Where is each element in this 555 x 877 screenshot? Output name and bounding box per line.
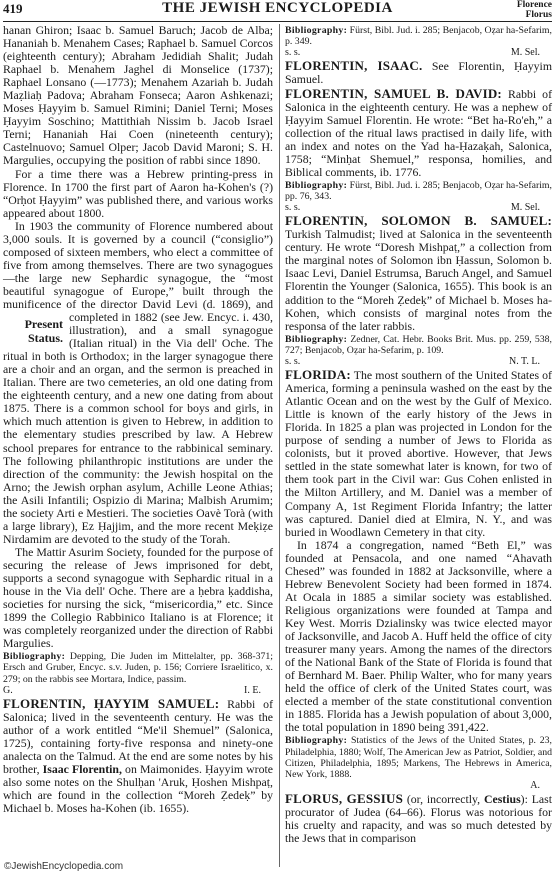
entry	[285, 214, 552, 332]
entry	[285, 792, 552, 845]
side-heading-line: Present	[24, 317, 63, 332]
author-initials: I. E.	[244, 684, 261, 696]
author-initials: A.	[530, 780, 540, 792]
bibliography-label: Bibliography:	[285, 179, 348, 191]
bibliography	[285, 180, 552, 202]
entry-range	[517, 0, 552, 20]
entry-text: Turkish Talmudist; lived at Salonica in the seventeenth century. He wrote “Doresh Mishpaṭ,” a collection from the marginal notes of Solomon ibn Ḥassun, Solomon b. Isaac Levi, Daniel Estrumsa, Baruch Angel, and Samuel Florentin the Younger (Salonica, 1655). This book is an addition to the “Moreh Ẓedeḳ” of Michael b. Moses ha-Kohen, which consists of marginal notes from the responsa of the later rabbis.	[285, 227, 552, 333]
headword: FLORENTIN, ISAAC.	[285, 58, 423, 74]
bibliography-text: Statistics of the Jews of the United States, p. 23, Philadelphia, 1880; Wolf, The American Jew as Patriot, Soldier, and Citizen, Philadelphia, 1895; Markens, The Hebrews in America, New York, 1888.	[285, 735, 553, 780]
bibliography-text: Zedner, Cat. Hebr. Books Brit. Mus. pp. 259, 538, 727; Benjacob, Oẓar ha-Sefarim, p. 109.	[285, 333, 552, 356]
text-run: In 1903 the community of Florence numbered about 3,000 souls. It is governed by a council (“consiglio”) composed of sixteen members, who elect a committee of five from among themselves. There are two synagogues—the large new Sephardic synagogue, the “most beautiful synagogue of Europe,” built through the munificence of the director David Levi (d. 1869), and completed in 1882 (see	[3, 218, 273, 325]
left-column	[3, 24, 273, 815]
site-credit: ©JewishEncyclopedia.com	[4, 861, 124, 872]
headword: FLORIDA:	[285, 367, 351, 383]
bibliography-label: Bibliography:	[285, 333, 348, 345]
bibliography	[285, 334, 552, 356]
bibliography	[285, 25, 552, 47]
page-header	[3, 0, 552, 20]
entry	[285, 59, 552, 86]
side-heading	[3, 311, 69, 347]
entry-text: ):	[520, 792, 528, 807]
right-column	[285, 24, 552, 845]
author-initials: N. T. L.	[508, 356, 540, 368]
entry-range-bottom: Florus	[525, 10, 552, 20]
bibliography-text: Fürst, Bibl. Jud. i. 285; Benjacob, Oẓar ha-Sefarim, pp. 76, 343.	[285, 179, 552, 203]
bibliography-text: Depping, Die Juden im Mittelalter, pp. 368-371; Ersch and Gruber, Encyc. s.v. Juden, p. 156; Corriere Israelitico, x. 279; on the rabbis see Mortara, Indice, passim.	[3, 651, 273, 685]
headword: FLORUS, GESSIUS	[285, 791, 404, 807]
paragraph: For a time there was a Hebrew printing-press in Florence. In 1700 the first part of Aaron ha-Kohen's (?) “Orḥot Ḥayyim” was published there, and various works appeared about 1800.	[3, 166, 273, 220]
entry-text: See Florentin, Ḥayyim Samuel.	[285, 59, 552, 87]
entry-text: The most southern of the United States of America, forming a peninsula washed on the east by the Atlantic Ocean and on the west by the Gulf of Mexico. Little is known of the early history of the Jews in Florida. In 1825 a plan was projected in London for the purpose of sending a number of Jews to Florida as colonists, but it proved abortive. However, that Jews settled in the state somewhat later is known, for two of them took part in the Civil war: Gus Cohen enlisted in the Milton Artillery, and M. Daniel was a member of Company A, 1st Regiment Florida Infantry; the latter was captured. Daniel died at Elmira, N. Y., and was buried in Woodlawn Cemetery in that city.	[285, 368, 552, 539]
class-mark: s. s.	[285, 202, 301, 214]
entry-text: Rabbi of Salonica in the eighteenth century. He was a nephew of Ḥayyim Samuel Florentin. He wrote: “Bet ha-Ro'eh,” a collection of the ritual laws practised in daily life, with an index and notes on the Yad ha-Ḥazaḳah, Salonica, 1758; “Minḥat Shemuel,” responsa, homilies, and Biblical comments, ib. 1776.	[285, 86, 552, 179]
author-initials: M. Sel.	[510, 202, 540, 214]
page-number: 419	[3, 1, 23, 16]
paragraph: The Mattir Asurim Society, founded for the purpose of securing the release of Jews imprisoned for debt, supports a second synagogue with Sephardic ritual in a house in the Via dell' Oche. There are a ḥebra ḳaddisha, societies for nursing the sick, “misericordia,” etc. Since 1899 the Collegio Rabbinico Italiano is at Florence; it was completely reorganized under the direction of Rabbi Margulies.	[3, 544, 273, 651]
bibliography-label: Bibliography:	[3, 651, 66, 663]
entry-text: Rabbi of Salonica; lived in the seventeenth century. He was the author of a work entitled “Me'il Shemuel” (Salonica, 1725), containing forty-five responsa and ninety-one analecta on the Talmud. At the end are some notes by his brother,	[3, 696, 273, 777]
class-mark: G.	[3, 684, 13, 696]
paragraph: hanan Ghiron; Isaac b. Samuel Baruch; Jacob de Alba; Hananiah b. Menahem Cases; Raphael b. Samuel Corcos (eighteenth century); Abraham Jedidiah Shalit; Judah Raphael b. Menahem Jaghel di Monselice (1737); Raphael Lonsano (—1773); Menahem Azariah b. Judah Maẓliaḥ Padova; Abraham Fonseca; Aaron Ashkenazi; Moses Ḥayyim b. Samuel Rimini; Daniel Terni; Moses Ḥayyim Soschino; Mattithiah Nissim b. Jacob Israel Terni; Hananiah Hai Coen (nineteenth century); Castelnuovo; Samuel Olper; Jacob David Maroni; S. H. Margulies, occupying the position of rabbi since 1890.	[3, 23, 273, 168]
cross-reference: Jew. Encyc.	[183, 310, 240, 325]
entry	[285, 368, 552, 539]
entry	[285, 87, 552, 179]
bibliography-label: Bibliography:	[285, 735, 348, 747]
bibliography	[285, 735, 552, 780]
entry	[3, 697, 273, 815]
entry-text: (or, incorrectly,	[403, 792, 484, 807]
headword: FLORENTIN, ḤAYYIM SAMUEL:	[3, 695, 220, 711]
bibliography-text: Fürst, Bibl. Jud. i. 285; Benjacob, Oẓar ha-Sefarim, p. 349.	[285, 25, 552, 48]
entry-text: on Maimonides. Ḥayyim wrote also some notes on the Shulḥan 'Aruk, Ḥoshen Mishpaṭ, which are found in the collection “Moreh Ẓedeḳ” by Michael b. Moses ha-Kohen (ib. 1655).	[3, 762, 274, 816]
text-run: i. 430, illustration), and a small synagogue (Italian ritual) in the Via dell' Oche. The ritual in both is Orthodox; in the larger synagogue there are a choir and an organ, and the sermon is preached in Italian. There are two cemeteries, an old one dating from the eighteenth century, and a new one dating from about 1875. There is a common school for boys and girls, in which much attention is given to Hebrew, in addition to the elementary studies prescribed by law. A Hebrew school prepares for entrance to the rabbinical seminary. The following philanthropic institutions are under the direction of the community: the Jewish hospital on the Arno; the Jewish orphan asylum, Achille Leone Athias; the Asili Infantili; Ospizio di Marina; Malbish Arumim; the society Arti e Mestieri. The societies Oavè Torà (with a large library), Ez Ḥajjim, and the more recent Meḳiẓe Nirdamim are devoted to the study of the Torah.	[3, 310, 273, 546]
entry-text: Last procurator of Judea (64–66). Florus was notorious for his cruelty and rapacity, and was so much detested by the Jews that in comparison	[285, 792, 553, 846]
bold-name: Cestius	[483, 792, 521, 807]
side-heading-line: Status.	[27, 331, 63, 346]
headword: FLORENTIN, SAMUEL B. DAVID:	[285, 85, 502, 101]
bibliography-label: Bibliography:	[285, 25, 348, 36]
column-divider	[279, 24, 280, 867]
author-initials: M. Sel.	[510, 47, 540, 59]
entry-range-top: Florence	[516, 0, 552, 10]
paragraph	[3, 220, 273, 546]
headword: FLORENTIN, SOLOMON B. SAMUEL:	[285, 213, 552, 229]
bold-name: Isaac Florentin,	[42, 762, 122, 777]
paragraph: In 1874 a congregation, named “Beth El,” was founded at Pensacola, and one named “Ahavath Chesed” was founded in 1882 at Jacksonville, where a Hebrew Benevolent Society had been formed in 1874. At Ocala in 1885 a similar society was established. Religious organizations were founded at Tampa and Key West. Morris Dzialinsky was twice elected mayor of Jacksonville, and Jacob A. Huff held the office of city treasurer many years. Among the names of the directors of the National Bank of the State of Florida is found that of Bernhard M. Baer. Philip Walter, who for many years held the office of clerk of the United States court, was elected a member of the state constitutional convention in 1885. Florida has a Jewish population of about 3,000, the total population in 1890 being 391,422.	[285, 537, 553, 735]
header-rule	[3, 21, 552, 22]
running-title: THE JEWISH ENCYCLOPEDIA	[162, 0, 393, 16]
class-mark: s. s.	[285, 47, 301, 59]
class-mark: s. s.	[285, 356, 301, 368]
bibliography	[3, 651, 273, 685]
